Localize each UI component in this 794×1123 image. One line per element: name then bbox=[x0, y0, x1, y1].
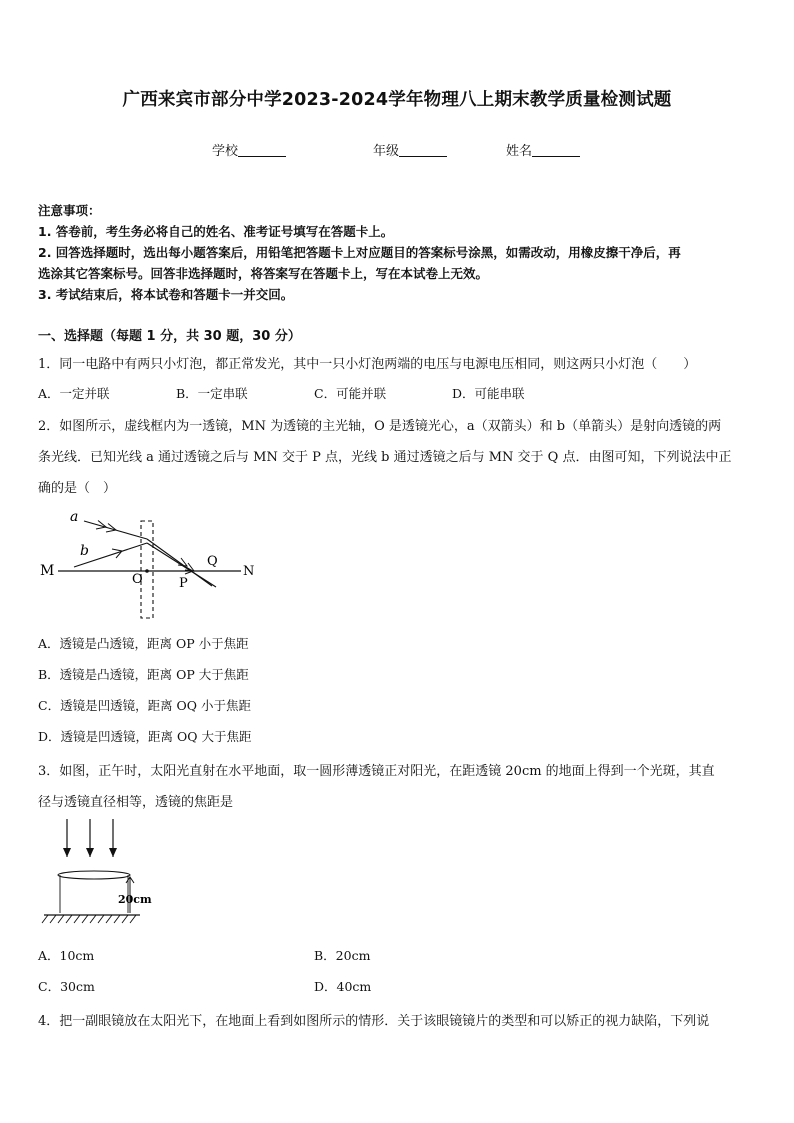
label-a: a bbox=[70, 509, 79, 525]
grade-field[interactable] bbox=[373, 140, 447, 159]
label-n: N bbox=[243, 564, 255, 579]
q1-option-c[interactable]: C．可能并联 bbox=[314, 386, 387, 401]
label-p: P bbox=[179, 576, 188, 591]
name-field[interactable] bbox=[506, 140, 580, 159]
distance-label: 20cm bbox=[118, 893, 152, 906]
q3-option-a[interactable]: A．10cm bbox=[38, 948, 95, 963]
q3-stem-line: 径与透镜直径相等，透镜的焦距是 bbox=[38, 795, 234, 810]
q1-stem: 1．同一电路中有两只小灯泡，都正常发光，其中一只小灯泡两端的电压与电源电压相同，则这两只小灯泡（ ） bbox=[38, 357, 697, 372]
notice-item: 选涂其它答案标号。回答非选择题时，将答案写在答题卡上，写在本试卷上无效。 bbox=[38, 266, 489, 281]
q2-stem-line: 确的是（ ） bbox=[38, 481, 117, 496]
q4-stem-line: 4．把一副眼镜放在太阳光下，在地面上看到如图所示的情形．关于该眼镜镜片的类型和可以矫正的视力缺陷，下列说 bbox=[38, 1014, 710, 1029]
notice-heading: 注意事项： bbox=[38, 203, 101, 218]
q2-option-c[interactable]: C．透镜是凹透镜，距离 OQ 小于焦距 bbox=[38, 698, 252, 713]
q3-option-d[interactable]: D．40cm bbox=[314, 979, 372, 994]
q2-option-d[interactable]: D．透镜是凹透镜，距离 OQ 大于焦距 bbox=[38, 729, 252, 744]
notice-item: 1. 答卷前，考生务必将自己的姓名、准考证号填写在答题卡上。 bbox=[38, 224, 394, 239]
notice-item: 3. 考试结束后，将本试卷和答题卡一并交回。 bbox=[38, 287, 294, 302]
lens-ray-diagram bbox=[36, 503, 266, 623]
section-heading: 一、选择题（每题 1 分，共 30 题，30 分） bbox=[38, 329, 301, 344]
q2-option-a[interactable]: A．透镜是凸透镜，距离 OP 小于焦距 bbox=[38, 636, 249, 651]
q3-option-b[interactable]: B．20cm bbox=[314, 948, 371, 963]
q1-option-b[interactable]: B．一定串联 bbox=[176, 386, 248, 401]
label-b: b bbox=[80, 543, 89, 559]
label-o: O bbox=[132, 572, 143, 587]
q2-stem-line: 条光线．已知光线 a 通过透镜之后与 MN 交于 P 点，光线 b 通过透镜之后与 MN 交于 Q 点．由图可知，下列说法中正 bbox=[38, 450, 732, 465]
notice-item: 2. 回答选择题时，选出每小题答案后，用铅笔把答题卡上对应题目的答案标号涂黑，如需改动，用橡皮擦干净后，再 bbox=[38, 245, 681, 260]
q1-option-a[interactable]: A．一定并联 bbox=[38, 386, 110, 401]
page-title: 广西来宾市部分中学2023-2024学年物理八上期末教学质量检测试题 bbox=[122, 90, 672, 110]
grade-label: 年级 bbox=[373, 144, 400, 159]
school-label: 学校 bbox=[212, 144, 239, 159]
label-q: Q bbox=[207, 554, 218, 569]
q1-option-d[interactable]: D．可能串联 bbox=[452, 386, 525, 401]
q2-stem-line: 2．如图所示，虚线框内为一透镜，MN 为透镜的主光轴，O 是透镜光心，a（双箭头）和 b（单箭头）是射向透镜的两 bbox=[38, 419, 722, 434]
name-label: 姓名 bbox=[506, 144, 533, 159]
q3-option-c[interactable]: C．30cm bbox=[38, 979, 95, 994]
notice-block bbox=[38, 200, 758, 305]
q3-stem-line: 3．如图，正午时，太阳光直射在水平地面，取一圆形薄透镜正对阳光，在距透镜 20cm 的地面上得到一个光斑，其直 bbox=[38, 764, 715, 779]
school-field[interactable] bbox=[212, 140, 286, 159]
label-m: M bbox=[40, 563, 55, 579]
q2-option-b[interactable]: B．透镜是凸透镜，距离 OP 大于焦距 bbox=[38, 667, 249, 682]
lens-sunlight-diagram bbox=[34, 815, 174, 935]
